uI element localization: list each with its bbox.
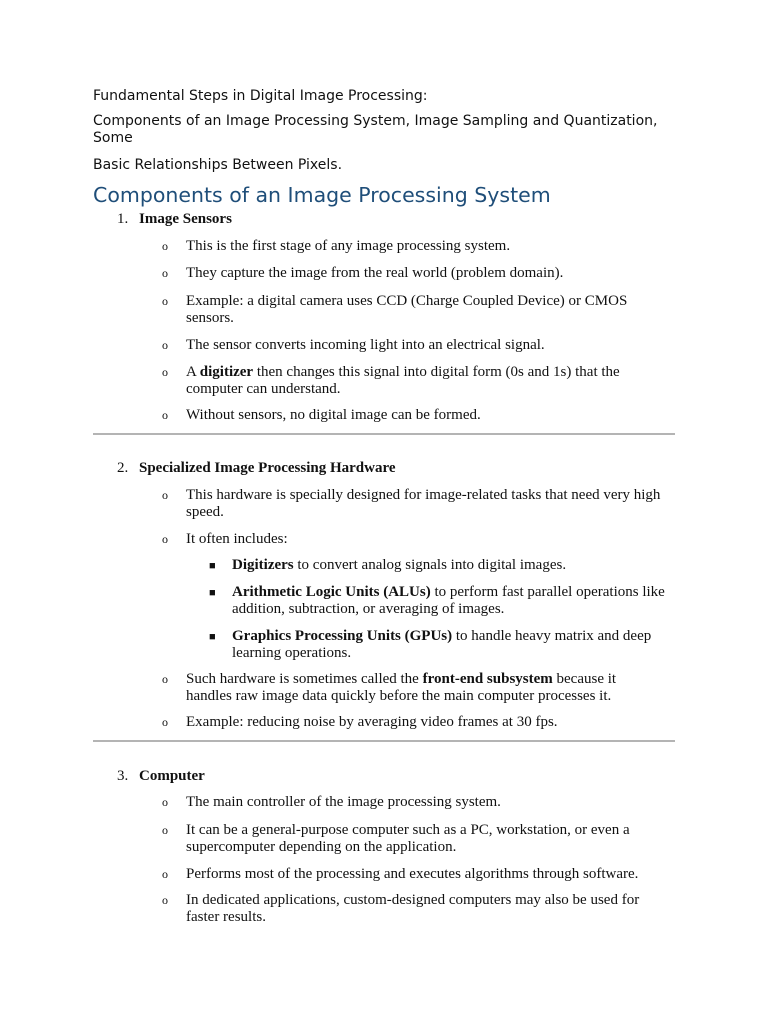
list-item: This hardware is specially designed for image-related tasks that need very high speed.	[186, 487, 661, 520]
section-heading: Components of an Image Processing System	[93, 183, 551, 207]
bullet-marker: o	[162, 239, 168, 253]
bullet-marker: o	[162, 408, 168, 422]
bullet-marker: o	[162, 338, 168, 352]
list-item: Example: a digital camera uses CCD (Charge Coupled Device) or CMOS sensors.	[186, 293, 628, 326]
sub-bullet-marker: ■	[209, 560, 216, 572]
intro-line-1: Fundamental Steps in Digital Image Processing:	[93, 88, 428, 104]
bullet-marker: o	[162, 365, 168, 379]
intro-line-2: Components of an Image Processing System, Image Sampling and Quantization, Some	[93, 113, 658, 146]
bullet-marker: o	[162, 795, 168, 809]
sub-bullet-marker: ■	[209, 631, 216, 643]
bullet-marker: o	[162, 893, 168, 907]
list-item: The sensor converts incoming light into an electrical signal.	[186, 337, 545, 353]
list-item: Performs most of the processing and executes algorithms through software.	[186, 866, 639, 882]
sub-list-item: Digitizers to convert analog signals into digital images.	[232, 557, 567, 573]
bullet-marker: o	[162, 294, 168, 308]
list-item: A digitizer then changes this signal into digital form (0s and 1s) that the computer can understand.	[186, 364, 620, 397]
list-item: In dedicated applications, custom-designed computers may also be used for faster results.	[186, 892, 640, 925]
sub-bullet-marker: ■	[209, 587, 216, 599]
section-title: Image Sensors	[139, 211, 232, 227]
bullet-marker: o	[162, 715, 168, 729]
bold-term: digitizer	[199, 364, 254, 380]
list-item: They capture the image from the real world (problem domain).	[186, 265, 564, 281]
bullet-marker: o	[162, 867, 168, 881]
list-item: It often includes:	[186, 531, 288, 547]
bold-term: front-end subsystem	[422, 671, 553, 687]
list-item: The main controller of the image processing system.	[186, 794, 501, 810]
list-item: Example: reducing noise by averaging video frames at 30 fps.	[186, 714, 558, 730]
list-item: Without sensors, no digital image can be formed.	[186, 407, 481, 423]
horizontal-divider	[93, 740, 675, 742]
section-title: Computer	[139, 768, 205, 784]
list-item: Such hardware is sometimes called the front-end subsystem because it handles raw image data quickly before the main computer processes it.	[186, 671, 617, 704]
bullet-marker: o	[162, 488, 168, 502]
sub-list-item: Arithmetic Logic Units (ALUs) to perform fast parallel operations like addition, subtraction, or averaging of images.	[232, 584, 665, 617]
bold-term: Graphics Processing Units (GPUs)	[232, 628, 453, 644]
bullet-marker: o	[162, 532, 168, 546]
list-item: It can be a general-purpose computer such as a PC, workstation, or even a supercomputer depending on the application.	[186, 822, 630, 855]
horizontal-divider	[93, 433, 675, 435]
bold-term: Arithmetic Logic Units (ALUs)	[232, 584, 431, 600]
section-number: 2.	[117, 460, 129, 476]
list-item: This is the first stage of any image processing system.	[186, 238, 511, 254]
bold-term: Digitizers	[232, 557, 294, 573]
section-number: 3.	[117, 768, 129, 784]
bullet-marker: o	[162, 266, 168, 280]
intro-line-3: Basic Relationships Between Pixels.	[93, 157, 343, 173]
section-number: 1.	[117, 211, 129, 227]
section-title: Specialized Image Processing Hardware	[139, 460, 396, 476]
sub-list-item: Graphics Processing Units (GPUs) to handle heavy matrix and deep learning operations.	[232, 628, 652, 661]
bullet-marker: o	[162, 672, 168, 686]
bullet-marker: o	[162, 823, 168, 837]
